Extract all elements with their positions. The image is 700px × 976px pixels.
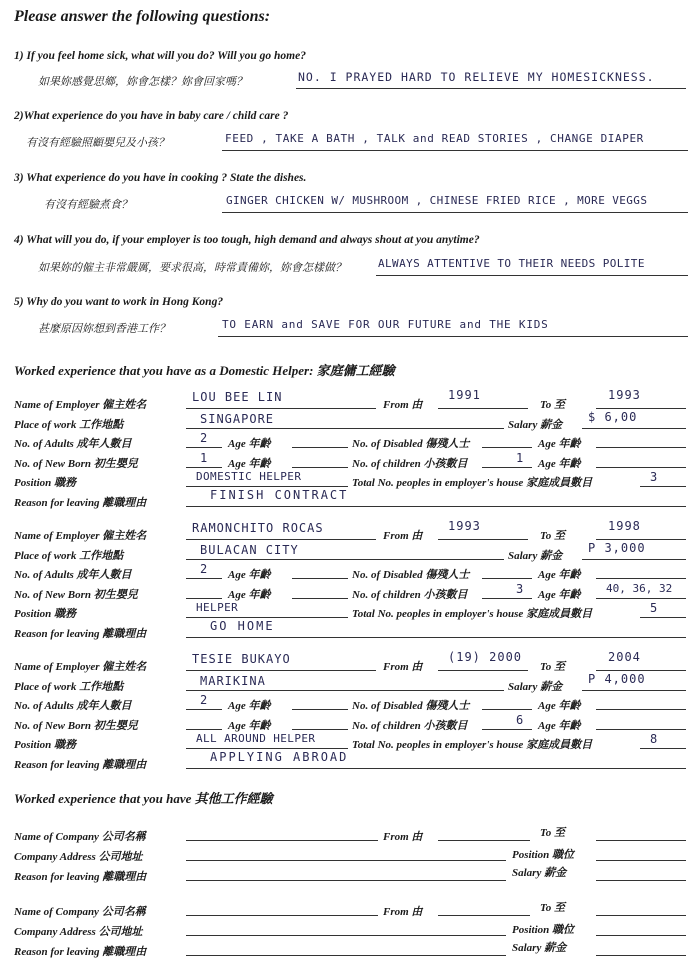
from-value: 1991 bbox=[448, 388, 481, 402]
total-value: 5 bbox=[650, 601, 659, 615]
label-newborn: No. of New Born 初生嬰兒 bbox=[14, 457, 138, 470]
fill-line bbox=[186, 935, 506, 936]
reason-value: GO HOME bbox=[210, 618, 275, 633]
fill-line bbox=[186, 578, 222, 579]
employer-name-value: LOU BEE LIN bbox=[192, 390, 283, 404]
label-age: Age 年齡 bbox=[538, 719, 581, 732]
newborn-value: 1 bbox=[200, 450, 209, 465]
children-age-value: 40, 36, 32 bbox=[606, 581, 673, 595]
label-from: From 由 bbox=[383, 661, 423, 673]
label-position: Position 職務 bbox=[14, 739, 77, 751]
label-position: Position 職位 bbox=[512, 849, 575, 861]
label-disabled: No. of Disabled 傷殘人士 bbox=[352, 569, 470, 581]
label-position: Position 職務 bbox=[14, 608, 77, 620]
answer-text: TO EARN and SAVE FOR OUR FUTURE and THE KIDS bbox=[222, 318, 549, 331]
label-name-employer: Name of Employer 僱主姓名 bbox=[14, 661, 147, 673]
label-position: Position 職務 bbox=[14, 477, 77, 489]
question-text: 3) What experience do you have in cooking ? State the dishes. bbox=[14, 172, 307, 184]
label-salary: Salary 薪金 bbox=[512, 942, 567, 954]
label-age: Age 年齡 bbox=[538, 438, 581, 450]
label-age: Age 年齡 bbox=[228, 438, 271, 450]
fill-line bbox=[438, 915, 530, 916]
question-text: 5) Why do you want to work in Hong Kong? bbox=[14, 296, 224, 308]
label-disabled: No. of Disabled 傷殘人士 bbox=[352, 700, 470, 712]
place-value: BULACAN CITY bbox=[200, 542, 299, 557]
fill-line bbox=[292, 467, 348, 468]
fill-line bbox=[482, 578, 532, 579]
label-age: Age 年齡 bbox=[228, 588, 271, 601]
fill-line bbox=[596, 860, 686, 861]
other-experience-heading: Worked experience that you have 其他工作經驗 bbox=[14, 791, 273, 806]
label-total: Total No. peoples in employer's house 家庭成員數目 bbox=[352, 608, 593, 620]
label-children: No. of children 小孩數目 bbox=[352, 719, 468, 732]
total-value: 3 bbox=[650, 470, 659, 484]
fill-line bbox=[186, 598, 222, 599]
label-age: Age 年齡 bbox=[228, 700, 271, 712]
reason-value: APPLYING ABROAD bbox=[210, 749, 349, 764]
label-to: To 至 bbox=[540, 661, 565, 673]
fill-line bbox=[292, 598, 348, 599]
label-reason: Reason for leaving 離職理由 bbox=[14, 627, 147, 640]
label-age: Age 年齡 bbox=[228, 569, 271, 581]
label-salary: Salary 薪金 bbox=[512, 867, 567, 879]
question-text-zh: 有沒有經驗煮食？ bbox=[44, 199, 132, 211]
fill-line bbox=[438, 840, 530, 841]
fill-line bbox=[482, 709, 532, 710]
adults-value: 2 bbox=[200, 693, 209, 707]
label-total: Total No. peoples in employer's house 家庭成員數目 bbox=[352, 477, 593, 489]
label-to: To 至 bbox=[540, 902, 565, 914]
label-salary: Salary 薪金 bbox=[508, 418, 563, 431]
fill-line bbox=[292, 709, 348, 710]
fill-line bbox=[186, 506, 686, 507]
total-value: 8 bbox=[650, 732, 659, 746]
label-adults: No. of Adults 成年人數目 bbox=[14, 438, 132, 450]
answer-text: ALWAYS ATTENTIVE TO THEIR NEEDS POLITE bbox=[378, 257, 645, 270]
label-children: No. of children 小孩數目 bbox=[352, 457, 468, 470]
question-text: 2)What experience do you have in baby care / child care ? bbox=[14, 110, 289, 122]
fill-line bbox=[292, 729, 348, 730]
question-text-zh: 如果妳的僱主非常嚴厲，要求很高，時常責備妳，妳會怎樣做？ bbox=[38, 262, 346, 274]
fill-line bbox=[582, 690, 686, 691]
label-children: No. of children 小孩數目 bbox=[352, 588, 468, 601]
place-value: MARIKINA bbox=[200, 673, 266, 688]
fill-line bbox=[186, 729, 222, 730]
question-text: 1) If you feel home sick, what will you do? Will you go home? bbox=[14, 50, 306, 62]
salary-value: $ 6,00 bbox=[588, 409, 638, 424]
label-reason: Reason for leaving 離職理由 bbox=[14, 946, 147, 958]
label-company-address: Company Address 公司地址 bbox=[14, 851, 143, 863]
label-age: Age 年齡 bbox=[538, 569, 581, 581]
label-reason: Reason for leaving 離職理由 bbox=[14, 871, 147, 883]
fill-line bbox=[582, 559, 686, 560]
fill-line bbox=[596, 880, 686, 881]
fill-line bbox=[596, 935, 686, 936]
to-value: 2004 bbox=[608, 650, 641, 664]
fill-line bbox=[438, 670, 528, 671]
label-from: From 由 bbox=[383, 530, 423, 542]
fill-line bbox=[186, 709, 222, 710]
position-value: HELPER bbox=[196, 601, 239, 614]
fill-line bbox=[292, 447, 348, 448]
to-value: 1993 bbox=[608, 388, 641, 402]
question-text-zh: 如果妳感覺思鄉，妳會怎樣？妳會回家嗎？ bbox=[38, 76, 247, 88]
fill-line bbox=[596, 467, 686, 468]
fill-line bbox=[292, 578, 348, 579]
fill-line bbox=[186, 539, 376, 540]
label-salary: Salary 薪金 bbox=[508, 680, 563, 693]
fill-line bbox=[186, 408, 376, 409]
label-place-work: Place of work 工作地點 bbox=[14, 418, 124, 431]
label-company-address: Company Address 公司地址 bbox=[14, 926, 143, 938]
label-position: Position 職位 bbox=[512, 924, 575, 936]
fill-line bbox=[482, 447, 532, 448]
fill-line bbox=[186, 428, 504, 429]
question-text-zh: 有沒有經驗照顧嬰兒及小孩？ bbox=[26, 137, 169, 149]
label-to: To 至 bbox=[540, 530, 565, 542]
label-age: Age 年齡 bbox=[228, 719, 271, 732]
adults-value: 2 bbox=[200, 562, 209, 576]
fill-line bbox=[482, 467, 532, 468]
to-value: 1998 bbox=[608, 519, 641, 533]
answer-text: FEED , TAKE A BATH , TALK and READ STORIES , CHANGE DIAPER bbox=[225, 132, 644, 145]
label-from: From 由 bbox=[383, 399, 423, 411]
children-value: 6 bbox=[516, 712, 525, 727]
label-adults: No. of Adults 成年人數目 bbox=[14, 569, 132, 581]
fill-line bbox=[186, 447, 222, 448]
label-to: To 至 bbox=[540, 399, 565, 411]
employer-name-value: RAMONCHITO ROCAS bbox=[192, 521, 324, 535]
fill-line bbox=[596, 840, 686, 841]
label-company-name: Name of Company 公司名稱 bbox=[14, 831, 146, 843]
fill-line bbox=[186, 860, 506, 861]
label-newborn: No. of New Born 初生嬰兒 bbox=[14, 719, 138, 732]
question-text: 4) What will you do, if your employer is too tough, high demand and always shout at you anytime? bbox=[14, 234, 480, 246]
fill-line bbox=[596, 955, 686, 956]
reason-value: FINISH CONTRACT bbox=[210, 487, 349, 502]
label-reason: Reason for leaving 離職理由 bbox=[14, 758, 147, 771]
label-disabled: No. of Disabled 傷殘人士 bbox=[352, 438, 470, 450]
label-total: Total No. peoples in employer's house 家庭成員數目 bbox=[352, 739, 593, 751]
fill-line bbox=[186, 840, 378, 841]
label-company-name: Name of Company 公司名稱 bbox=[14, 906, 146, 918]
salary-value: P 4,000 bbox=[588, 671, 646, 686]
label-age: Age 年齡 bbox=[538, 457, 581, 470]
fill-line bbox=[186, 915, 378, 916]
fill-line bbox=[596, 578, 686, 579]
label-age: Age 年齡 bbox=[538, 588, 581, 601]
fill-line bbox=[640, 486, 686, 487]
fill-line bbox=[186, 768, 686, 769]
position-value: ALL AROUND HELPER bbox=[196, 732, 316, 745]
from-value: 1993 bbox=[448, 519, 481, 533]
label-to: To 至 bbox=[540, 827, 565, 839]
label-place-work: Place of work 工作地點 bbox=[14, 680, 124, 693]
fill-line bbox=[596, 447, 686, 448]
label-name-employer: Name of Employer 僱主姓名 bbox=[14, 530, 147, 542]
answer-text: NO. I PRAYED HARD TO RELIEVE MY HOMESICKNESS. bbox=[298, 70, 655, 84]
fill-line bbox=[186, 467, 222, 468]
label-reason: Reason for leaving 離職理由 bbox=[14, 496, 147, 509]
place-value: SINGAPORE bbox=[200, 411, 275, 426]
fill-line bbox=[596, 598, 686, 599]
fill-line bbox=[596, 915, 686, 916]
page-title: Please answer the following questions: bbox=[14, 8, 271, 25]
fill-line bbox=[186, 955, 506, 956]
fill-line bbox=[186, 559, 504, 560]
salary-value: P 3,000 bbox=[588, 540, 646, 555]
fill-line bbox=[186, 880, 506, 881]
fill-line bbox=[186, 690, 504, 691]
label-salary: Salary 薪金 bbox=[508, 549, 563, 562]
fill-line bbox=[438, 408, 528, 409]
fill-line bbox=[482, 729, 532, 730]
label-from: From 由 bbox=[383, 906, 423, 918]
position-value: DOMESTIC HELPER bbox=[196, 470, 302, 483]
fill-line bbox=[186, 670, 376, 671]
question-text-zh: 甚麼原因妳想到香港工作？ bbox=[38, 323, 170, 335]
fill-line bbox=[186, 637, 686, 638]
children-value: 3 bbox=[516, 581, 525, 596]
label-adults: No. of Adults 成年人數目 bbox=[14, 700, 132, 712]
fill-line bbox=[438, 539, 528, 540]
label-from: From 由 bbox=[383, 831, 423, 843]
label-name-employer: Name of Employer 僱主姓名 bbox=[14, 399, 147, 411]
fill-line bbox=[596, 709, 686, 710]
answer-text: GINGER CHICKEN W/ MUSHROOM , CHINESE FRIED RICE , MORE VEGGS bbox=[226, 194, 648, 207]
label-newborn: No. of New Born 初生嬰兒 bbox=[14, 588, 138, 601]
label-age: Age 年齡 bbox=[538, 700, 581, 712]
label-place-work: Place of work 工作地點 bbox=[14, 549, 124, 562]
fill-line bbox=[640, 617, 686, 618]
children-value: 1 bbox=[516, 450, 525, 465]
label-age: Age 年齡 bbox=[228, 457, 271, 470]
adults-value: 2 bbox=[200, 431, 209, 445]
domestic-helper-heading: Worked experience that you have as a Domestic Helper: 家庭傭工經驗 bbox=[14, 363, 395, 378]
employer-name-value: TESIE BUKAYO bbox=[192, 652, 291, 666]
fill-line bbox=[596, 729, 686, 730]
fill-line bbox=[640, 748, 686, 749]
fill-line bbox=[582, 428, 686, 429]
from-value: (19) 2000 bbox=[448, 650, 523, 664]
fill-line bbox=[482, 598, 532, 599]
